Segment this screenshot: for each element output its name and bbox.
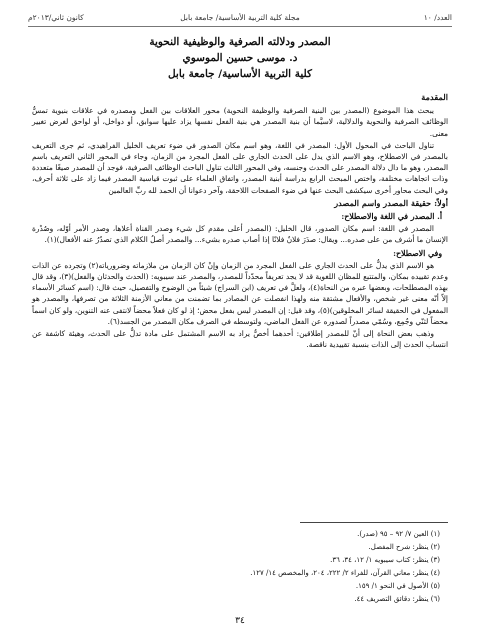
footnote: (٣) ينظر: كتاب سيبويه ١/ ١٢، ٣٤، ٣٦. — [330, 556, 440, 564]
paragraph-3: المصدر في اللغة: اسم مكان الصدور، قال الخليل: (المصدر أعلى مقدم كل شيء وصدر القناة أعلاها، وصدر الأمر أوّله، وصُدْرة الإنسان ما أشرف من على صدره... ويقال: صدَرَ فلانٌ فلانًا إذا أصاب صدره بشيء... والمصدر أصلُ الكلام الذي تصدُرُ عنه الأفعال)(١). — [32, 224, 448, 245]
author-name: د. موسى حسين الموسوي — [182, 52, 298, 64]
author-affiliation: كلية التربية الأساسية/ جامعة بابل — [167, 68, 313, 80]
paragraph-2: تناول الباحث في المحول الأول: المصدر في اللغة، وهو اسم مكان الصدور في ضوء تعريف الخليل الفراهيدي، ثم جرى التعريف بالمصدر في الاصطلاح، وهو الاسم الذي يدل على الحدث الجاري على الفعل المجرد من الزمان، وجاء في المحور الثاني التعريف باسم المصدر، وهو ما دال دلالة المصدر على الحدث وجنسه، وفي المحور الثالث تناول الباحث الوظائف الصرفية، فوجد أن للمصدر صيغًا متعددة وذات اتجاهات مختلفة، واختص المبحث الرابع بدراسة أبنية المصدر، واتفاق العلماء على ثبوت قياسية المصدر فيما زاد على ثلاثة أحرف، وفي البحث محاور أخرى سيكشف البحث عنها في ضوء الصفحات اللاحقة، وآخر دعوانا أن الحمد لله ربِّ العالمين — [32, 140, 448, 195]
running-header — [28, 10, 452, 27]
footnote: (٥) الأصول في النحو ١/ ١٥٩. — [355, 582, 440, 590]
subsection-a-heading: أ. المصدر في اللغة والاصطلاح: — [341, 212, 442, 222]
page-number: ٣٤ — [235, 616, 245, 626]
journal-name: مجلة كلية التربية الأساسية/ جامعة بابل — [180, 13, 300, 22]
footnote: (٤) ينظر: معاني القرآن، للفراء ٢/ ٢٢٢، ٢٠٤، والمخصص ١٤/ ١٢٧. — [250, 569, 440, 577]
paper-body — [32, 90, 448, 351]
footnote: (١) العين ٧/ ٩٢ – ٩٥ (صدر). — [357, 530, 440, 538]
paragraph-5: وذهب بعض النحاة إلى أنّ للمصدر إطلاقين: أحدهما أخصُّ يراد به الاسم المشتمل على مادة تدلُّ على الحدث، وهيئة كاشفة عن انتساب الحدث إلى الذات بنسبة تقييدية ناقصة. — [32, 329, 448, 350]
paragraph-1: يبحث هذا الموضوع (المصدر بين البنية الصرفية والوظيفة النحوية) محور العلاقات بين الفعل ومصدره في علاقات بنيوية تمسُّ الوظائف الصرفية والنحوية والدلالية، لاسيَّما أن بنية المصدر هي بنية الفعل نفسها يزاد عليها سوابق، أو دواخل، أو لواحق لغرض تغيير معنى. — [32, 106, 448, 138]
issue-number: العدد/ ١٠ — [423, 13, 452, 22]
title-block — [30, 34, 450, 82]
footnotes — [150, 528, 440, 606]
footnote: (٦) ينظر: دقائق التصريف ٤٤. — [354, 595, 440, 603]
section-1-heading: أولاً: حقيقة المصدر واسم المصدر — [334, 197, 448, 208]
intro-heading: المقدمة — [421, 92, 448, 102]
paper-title: المصدر ودلالته الصرفية والوظيفية النحوية — [149, 36, 331, 48]
subsection-b-heading: وفي الاصطلاح: — [393, 248, 442, 258]
footnote: (٢) ينظر: شرح المفصل. — [368, 543, 440, 551]
issue-date: كانون ثاني/٢٠١٣م — [28, 13, 84, 22]
footnote-divider — [300, 522, 448, 523]
paragraph-4: هو الاسم الذي يدلُّ على الحدث الجاري على الفعل المجرد من الزمان وإنْ كان الزمان من ملازماته وضرورياته(٢) وتجرده عن الذات وعدم تقييده بمكان، والمتتبع للمظان اللغوية قد لا يجد تعريفاً محدّداً للمصدر، والمصدر عند سيبويه: (الحدث والحدثان والفعل)(٣)، وقد قال بهذه المصطلحات، وبعضها عبره من النحاة(٤)، ولعلَّ في تعريف (ابن السراج) شيئاً من الوضوح والتفصيل، حيث قال: (اسم كسائر الأسماء إلاّ أنّه معنى غير شخص، والأفعال مشتقة منه ولهذا انفصلت عن المصادر بما تضمنت من معاني الأزمنة الثلاثة من تصرفها، والمصدر هو المفعول في الحقيقة لسائر المخلوقين)(٥)، وقد قيل: إن المصدر ليس بفعل محض؛ إذ لو كان فعلاً محضاً لانتفى عنه التنوين، ولو كان اسماً محضاً لثنّي وجُمِع، وسُمّي مصدراً لصدوره عن الفعل الماضي، ولتوسطه في الصرف مكان المصدر من الجسد(٦). — [32, 260, 448, 326]
